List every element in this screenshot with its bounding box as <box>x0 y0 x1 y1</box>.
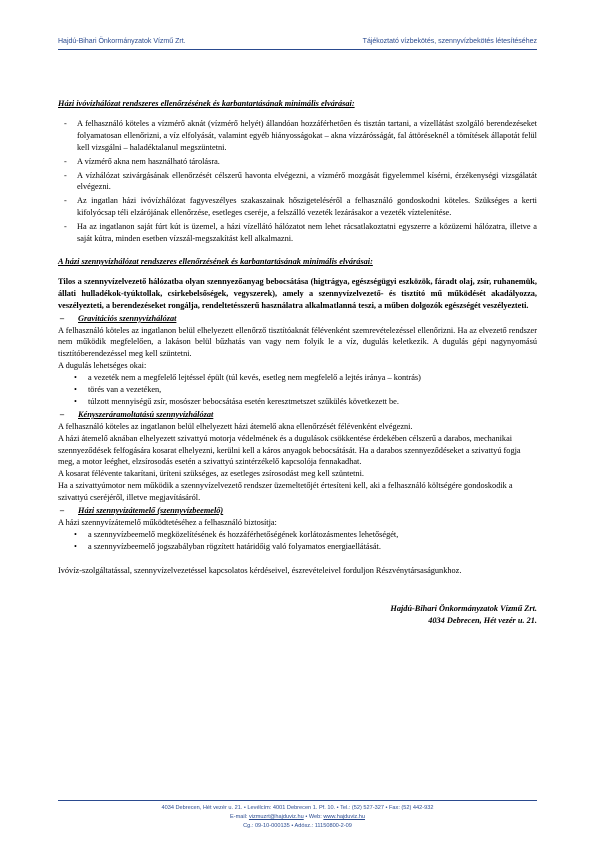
page-footer <box>58 800 537 831</box>
forced-flow-paragraph-4: Ha a szivattyúmotor nem működik a szennyvízelvezető rendszer üzemeltetőjét értesíteni kell, aki a felhasználó költségére gondoskodik a szivattyú cseréjéről, illetve megjavításáról. <box>58 481 513 503</box>
signature-block <box>58 603 537 627</box>
clog-causes-intro: A dugulás lehetséges okai: <box>58 361 147 371</box>
wastewater-prohibition-paragraph: Tilos a szennyvízelvezető hálózatba olyan szennyezőanyag bebocsátása (higtrágya, egészségügyi eszközök, fáradt olaj, zsír, ruhanemük, állati hulladékok-tyúktollak, csirkebelsőségek, vegyszerek), amely a szennyvízelvezető- és tisztító mű működését akadályozza, veszélyezteti, a berendezéseket rongálja, rendeltetésszerű használatra alkalmatlanná teszi, a műben dolgozók egészségét veszélyezteti. <box>58 276 537 310</box>
footer-contacts <box>58 813 537 822</box>
footer-registration: Cg.: 09-10-000135 • Adósz.: 11150800-2-09 <box>243 823 352 829</box>
footer-email-link[interactable]: vizmuzrt@hajduviz.hu <box>248 814 304 820</box>
footer-web-link[interactable]: www.hajduviz.hu <box>323 814 366 820</box>
page-header <box>58 38 537 50</box>
subheading-forced-flow-network: – Kényszeráramoltatású szennyvízhálózat <box>58 409 537 421</box>
list-item: - Az ingatlan házi ivóvízhálózat fagyveszélyes szakaszainak hőszigeteléséről a felhasználó gondoskodni köteles. Szükséges a kerti kifolyócsap téli elzárójának ellenőrzése, esetleges cseréje, a felszálló vezeték lezárásakor a vezeték víztelenítése. <box>77 195 537 219</box>
signature-address: 4034 Debrecen, Hét vezér u. 21. <box>428 615 537 625</box>
document-body <box>58 98 537 627</box>
list-item: • a szennyvízbeemelő megközelítésének és hozzáférhetőségének korlátozásmentes lehetőségét, <box>88 529 537 541</box>
subheading-house-pump: – Házi szennyvízátemelő (szennyvízbeemelő) <box>58 505 537 517</box>
house-pump-list <box>58 529 537 553</box>
clog-causes-list <box>58 372 537 408</box>
footer-address: 4034 Debrecen, Hét vezér u. 21. • Levélcím: 4001 Debrecen 1. Pf. 10. • Tel.: (52) 527-327 • Fax: (52) 442-932 <box>161 805 434 811</box>
section-title-wastewater: A házi szennyvízhálózat rendszeres ellenőrzésének és karbantartásának minimális elvárásai: <box>58 256 373 266</box>
list-item: - A felhasználó köteles a vízmérő aknát (vízmérő helyét) állandóan hozzáférhetően és tisztán tartani, a vízellátást szolgáló berendezéseket folyamatosan ellenőrizni, a víz elfolyását, valamint egyéb hiányosságokat – akna vízzárósságát, fal áttöréseknél a tömítések állapotát felül kell vizsgálni – haladéktalanul megszüntetni. <box>77 118 537 154</box>
closing-paragraph: Ivóvíz-szolgáltatással, szennyvízelvezetéssel kapcsolatos kérdéseivel, észrevételeivel forduljon Részvénytársaságunkhoz. <box>58 565 462 575</box>
list-item: • törés van a vezetéken, <box>88 384 537 396</box>
list-item: - A vízmérő akna nem használható tárolásra. <box>77 156 537 168</box>
subheading-gravity-network: – Gravitációs szennyvízhálózat <box>58 313 537 325</box>
forced-flow-paragraph-1: A felhasználó köteles az ingatlanon belül elhelyezett házi átemelő akna ellenőrzését félévenként elvégezni. <box>58 421 413 431</box>
header-document-title: Tájékoztató vízbekötés, szennyvízbekötés létesítéséhez <box>362 38 537 45</box>
house-pump-intro: A házi szennyvízátemelő működtetéséhez a felhasználó biztosítja: <box>58 518 277 527</box>
list-item: - Ha az ingatlanon saját fúrt kút is üzemel, a házi vízellátó hálózatot nem lehet rácsatlakoztatni egyszerre a közüzemi hálózatra, illetve a saját kútra, minden esetben vízszál-megszakítást kell alkalmazni. <box>77 221 537 245</box>
list-item: - A vízhálózat szivárgásának ellenőrzését célszerű havonta elvégezni, a vízmérő mozgását figyelemmel kísérni, érzékenységi vizsgálatát elvégezni. <box>77 170 537 194</box>
gravity-paragraph: A felhasználó köteles az ingatlanon belül elhelyezett ellenőrző tisztítóaknát félévenként szemrevételezéssel ellenőrizni. Ha az elvezető rendszer nem működik megfelelően, a lakáson belül bűzhatás van vagy nem folyik le a víz, dugulás keletkezik. A dugulás gépi nagynyomású tisztítóberendezéssel meg kell szüntetni. <box>58 325 537 359</box>
signature-company: Hajdú-Bihari Önkormányzatok Vízmű Zrt. <box>390 603 537 613</box>
section-title-drinking-water: Házi ivóvízhálózat rendszeres ellenőrzésének és karbantartásának minimális elvárásai: <box>58 99 355 108</box>
list-item: • túlzott mennyiségű zsír, mosószer bebocsátása esetén keresztmetszet szűkülés következett be. <box>88 396 537 408</box>
header-company: Hajdú-Bihari Önkormányzatok Vízmű Zrt. <box>58 38 186 45</box>
list-item: • a vezeték nem a megfelelő lejtéssel épült (túl kevés, esetleg nem megfelelő a lejtés iránya – kontrás) <box>88 372 537 384</box>
list-item: • a szennyvízbeemelő jogszabályban rögzített határidőig való folyamatos energiaellátását. <box>88 541 537 553</box>
footer-web-label: • Web: <box>305 814 322 820</box>
footer-email-label: E-mail: <box>229 814 248 820</box>
drinking-water-requirements-list <box>58 118 537 245</box>
forced-flow-paragraph-2: A házi átemelő aknában elhelyezett szivattyú motorja védelmének és a dugulások csökkentése érdekében célszerű a darabos, mechanikai szennyeződések felfogására kosarat elhelyezni, kerülni kell a káros anyagok bebocsátását. Ha a darabos szennyeződéseket a szivattyú fogja meg, a motor leéghet, elzsírosodás esetén a szivattyú szintérzékelő kapcsolója fennakadhat. <box>58 433 521 467</box>
forced-flow-paragraph-3: A kosarat félévente takarítani, üríteni szükséges, az esetleges zsírosodást meg kell szüntetni. <box>58 469 364 479</box>
